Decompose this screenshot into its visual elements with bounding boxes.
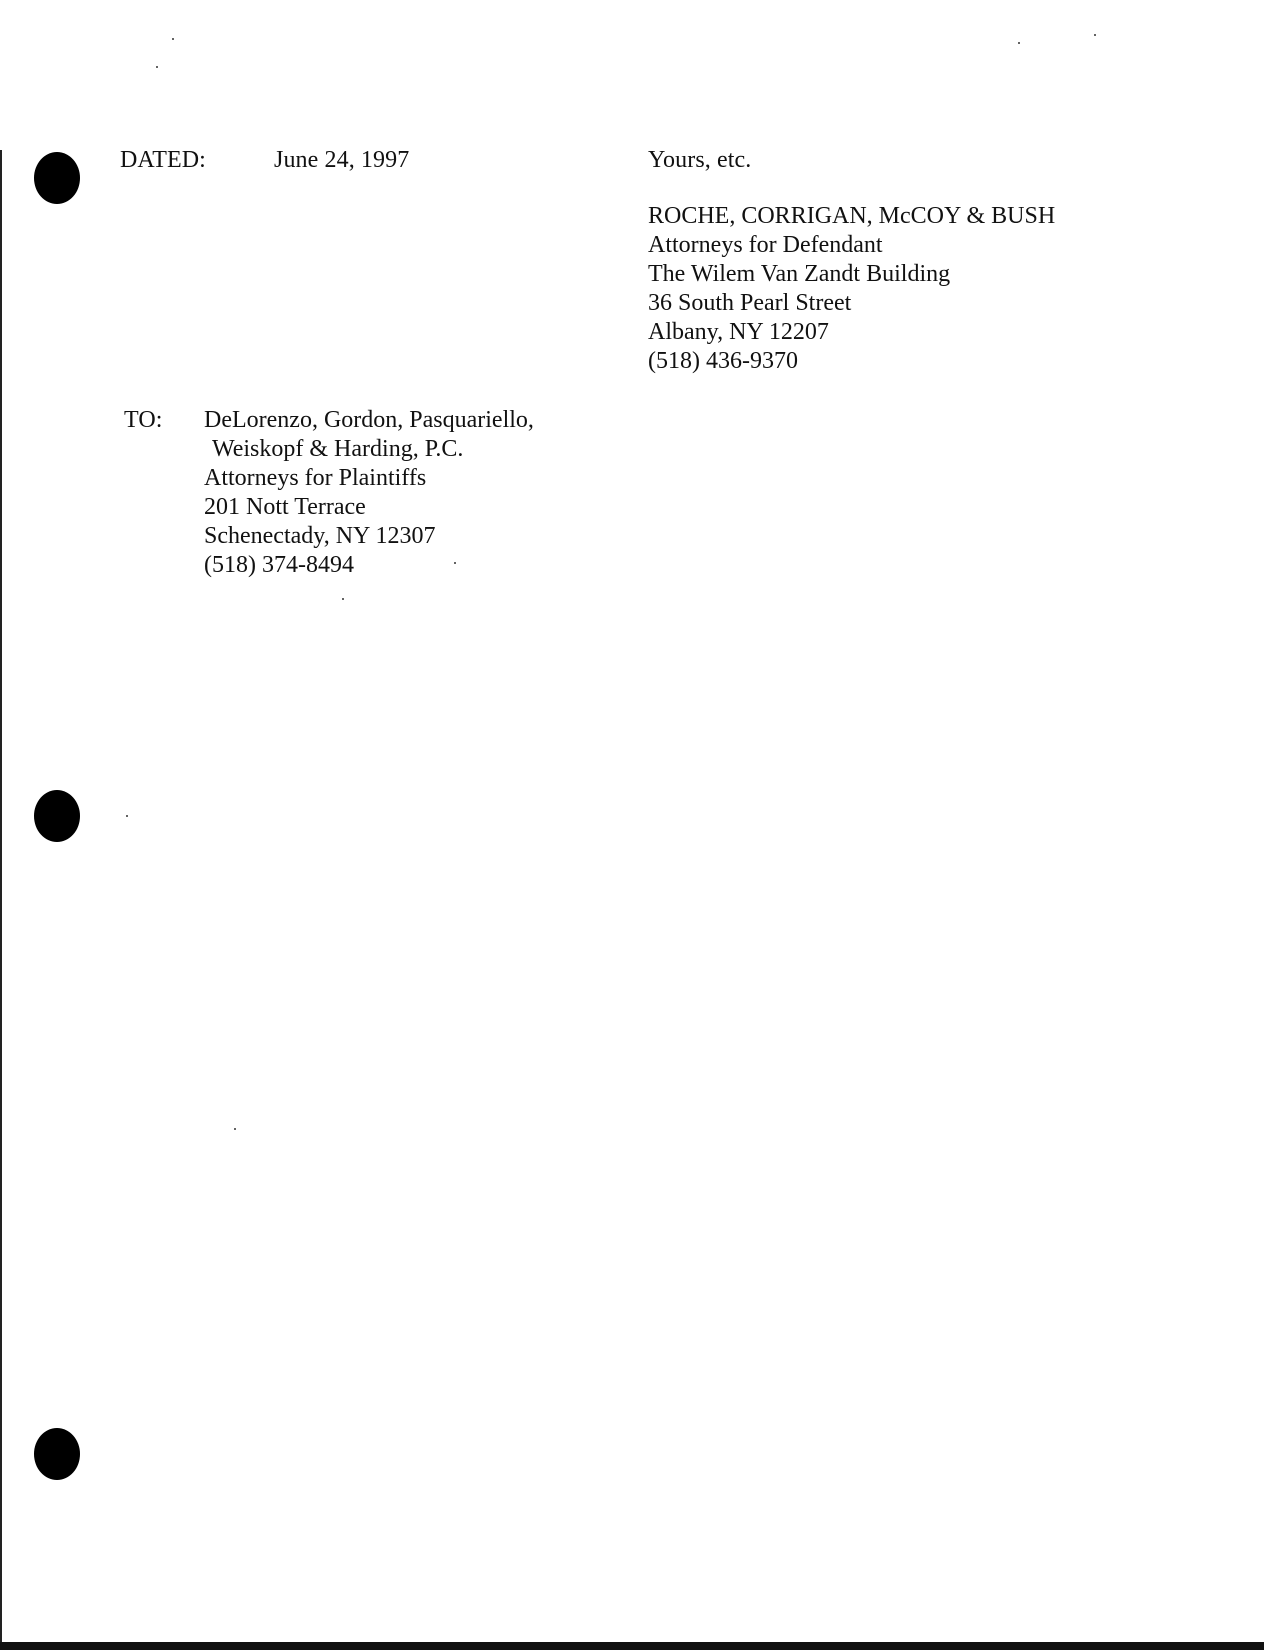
scan-speck — [1018, 42, 1020, 44]
sender-role: Attorneys for Defendant — [648, 232, 883, 258]
recipient-street: 201 Nott Terrace — [204, 494, 366, 520]
scan-speck — [342, 598, 344, 600]
sender-street: 36 South Pearl Street — [648, 290, 852, 316]
sender-address-block — [648, 202, 1055, 376]
recipient-firm-line1: DeLorenzo, Gordon, Pasquariello, — [204, 407, 534, 433]
punch-hole-middle — [34, 790, 80, 842]
sender-firm: ROCHE, CORRIGAN, McCOY & BUSH — [648, 203, 1056, 229]
recipient-phone: (518) 374-8494 — [204, 552, 354, 578]
punch-hole-bottom — [34, 1428, 80, 1480]
dated-label: DATED: — [120, 147, 206, 173]
sender-building: The Wilem Van Zandt Building — [648, 261, 951, 287]
scan-speck — [1094, 34, 1096, 36]
closing-text: Yours, etc. — [648, 147, 752, 173]
scan-speck — [126, 815, 128, 817]
recipient-role: Attorneys for Plaintiffs — [204, 465, 427, 491]
scan-bottom-edge — [0, 1642, 1264, 1650]
dated-value: June 24, 1997 — [274, 147, 410, 173]
scan-left-edge — [0, 150, 2, 1650]
recipient-address-block — [204, 406, 534, 580]
scan-speck — [156, 66, 158, 68]
scan-speck — [234, 1128, 236, 1130]
to-label: TO: — [124, 407, 163, 433]
scan-speck — [172, 38, 174, 40]
sender-city: Albany, NY 12207 — [648, 319, 829, 345]
sender-phone: (518) 436-9370 — [648, 348, 798, 374]
recipient-firm-line2: Weiskopf & Harding, P.C. — [212, 436, 464, 462]
recipient-city: Schenectady, NY 12307 — [204, 523, 436, 549]
punch-hole-top — [34, 152, 80, 204]
